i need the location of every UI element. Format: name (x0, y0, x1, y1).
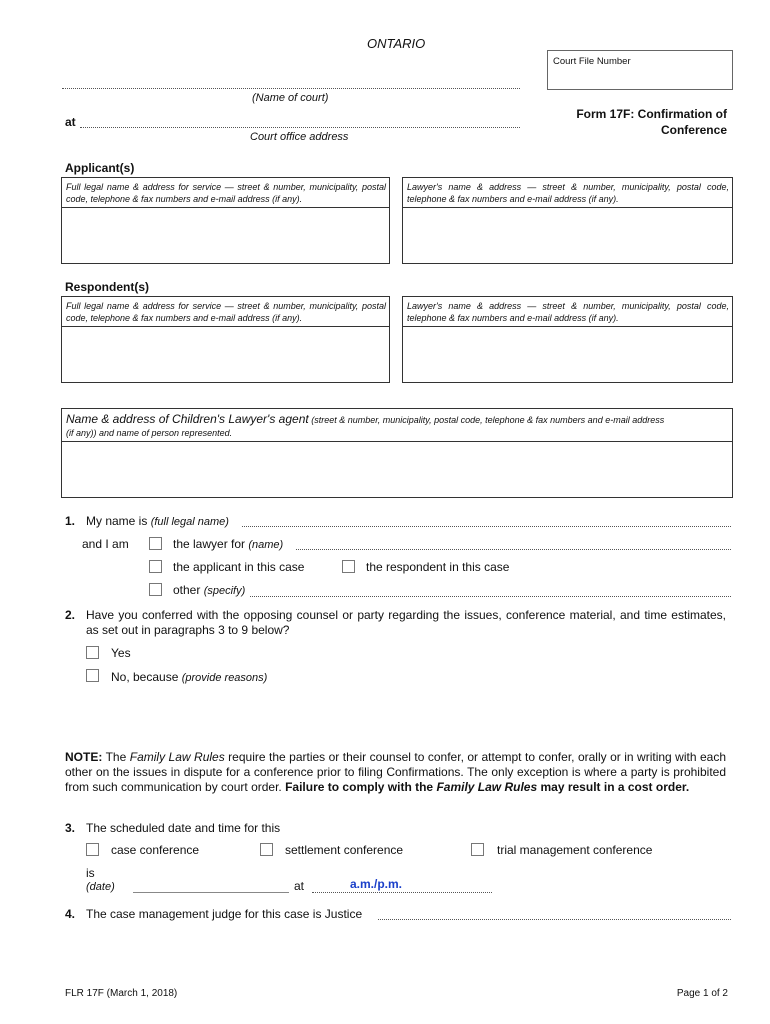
lawyer-for-label (173, 537, 283, 551)
respondents-heading: Respondent(s) (65, 280, 149, 294)
provide-reasons-hint: (provide reasons) (181, 672, 268, 684)
lawyer-for-text: the lawyer for (173, 537, 246, 551)
my-name-is-text: My name is (86, 514, 148, 528)
court-file-number-label: Court File Number (553, 56, 631, 67)
trial-management-conference-checkbox[interactable] (471, 843, 484, 856)
note-bold1: Failure to comply with the (285, 780, 437, 794)
ontario-heading: ONTARIO (367, 36, 426, 51)
section1-number: 1. (65, 514, 76, 528)
section3-text: The scheduled date and time for this (86, 821, 281, 835)
note-text2: require the parties or their counsel to confer, or attempt to confer, orally or in writing with each other on the issues in dispute for a conference prior to filing Confirmations. The only exception is where a party is prohibited from such communication by court order. (65, 750, 726, 794)
lawyer-for-checkbox[interactable] (149, 537, 162, 550)
date-field[interactable] (133, 892, 289, 893)
and-i-am-label: and I am (82, 537, 129, 551)
respondent-lawyer-desc: Lawyer's name & address — street & number, municipality, postal code, telephone & fax numbers and e-mail address (if any). (407, 301, 729, 323)
trial-management-conference-label: trial management conference (497, 843, 653, 857)
case-conference-label: case conference (111, 843, 200, 857)
name-of-court-label: (Name of court) (252, 92, 329, 104)
divider (403, 326, 732, 327)
respondent-checkbox[interactable] (342, 560, 355, 573)
note-text1: The (102, 750, 130, 764)
section2-number: 2. (65, 608, 76, 622)
form-title-line2: Conference (660, 123, 727, 137)
at-time-label: at (294, 879, 305, 893)
no-because-text: No, because (111, 670, 179, 684)
respondent-name-desc: Full legal name & address for service — street & number, municipality, postal code, telephone & fax numbers and e-mail address (if any). (66, 301, 386, 323)
childrens-lawyer-desc-inline: (street & number, municipality, postal code, telephone & fax numbers and e-mail address (308, 415, 665, 425)
respondent-name-box[interactable] (61, 296, 390, 383)
date-hint: (date) (86, 881, 115, 893)
yes-label: Yes (111, 646, 131, 660)
lawyer-for-name-field[interactable] (296, 549, 731, 550)
childrens-lawyer-title: Name & address of Children's Lawyer's agent (66, 412, 309, 426)
full-legal-name-field[interactable] (242, 526, 731, 527)
settlement-conference-label: settlement conference (285, 843, 404, 857)
divider (403, 207, 732, 208)
court-office-address-field[interactable] (80, 127, 520, 128)
other-checkbox[interactable] (149, 583, 162, 596)
applicant-lawyer-box[interactable] (402, 177, 733, 264)
other-label (173, 583, 245, 597)
footer-page-number: Page 1 of 2 (676, 988, 728, 999)
divider (62, 326, 389, 327)
at-label: at (65, 115, 76, 129)
name-of-court-field[interactable] (62, 88, 520, 89)
section4-number: 4. (65, 907, 76, 921)
applicant-lawyer-desc: Lawyer's name & address — street & number, municipality, postal code, telephone & fax numbers and e-mail address (if any). (407, 182, 729, 204)
childrens-lawyer-desc-line2: (if any)) and name of person represented. (66, 428, 233, 438)
form-title (576, 106, 727, 138)
time-field[interactable] (312, 892, 492, 893)
no-label (111, 670, 267, 684)
specify-hint: (specify) (203, 585, 246, 597)
applicant-name-box[interactable] (61, 177, 390, 264)
section1-my-name-is (86, 514, 229, 528)
note-bold2: may result in a cost order. (537, 780, 690, 794)
note-paragraph (65, 750, 726, 795)
yes-checkbox[interactable] (86, 646, 99, 659)
form-title-line1: Form 17F: Confirmation of (576, 107, 727, 121)
section2-question: Have you conferred with the opposing counsel or party regarding the issues, conference material, and time estimates, as set out in paragraphs 3 to 9 below? (86, 608, 726, 637)
other-text: other (173, 583, 201, 597)
respondent-lawyer-box[interactable] (402, 296, 733, 383)
respondent-label: the respondent in this case (366, 560, 510, 574)
applicants-heading: Applicant(s) (65, 161, 135, 175)
footer-form-code: FLR 17F (March 1, 2018) (65, 988, 178, 999)
applicant-name-desc: Full legal name & address for service — street & number, municipality, postal code, telephone & fax numbers and e-mail address (if any). (66, 182, 386, 204)
full-legal-name-hint: (full legal name) (150, 516, 229, 528)
note-flr2: Family Law Rules (436, 780, 538, 794)
ampm-text: a.m./p.m. (350, 877, 403, 891)
divider (62, 441, 732, 442)
applicant-checkbox[interactable] (149, 560, 162, 573)
section3-number: 3. (65, 821, 76, 835)
applicant-label: the applicant in this case (173, 560, 305, 574)
other-specify-field[interactable] (250, 596, 731, 597)
note-label: NOTE: (65, 750, 103, 764)
name-hint: (name) (248, 539, 284, 551)
note-flr1: Family Law Rules (129, 750, 225, 764)
no-checkbox[interactable] (86, 669, 99, 682)
section4-text: The case management judge for this case is Justice (86, 907, 363, 921)
case-conference-checkbox[interactable] (86, 843, 99, 856)
childrens-lawyer-box[interactable] (61, 408, 733, 498)
court-office-address-label: Court office address (250, 131, 349, 143)
divider (62, 207, 389, 208)
court-file-number-box[interactable] (547, 50, 733, 90)
justice-name-field[interactable] (378, 919, 731, 920)
settlement-conference-checkbox[interactable] (260, 843, 273, 856)
childrens-lawyer-desc (66, 413, 728, 439)
is-label: is (86, 866, 95, 880)
